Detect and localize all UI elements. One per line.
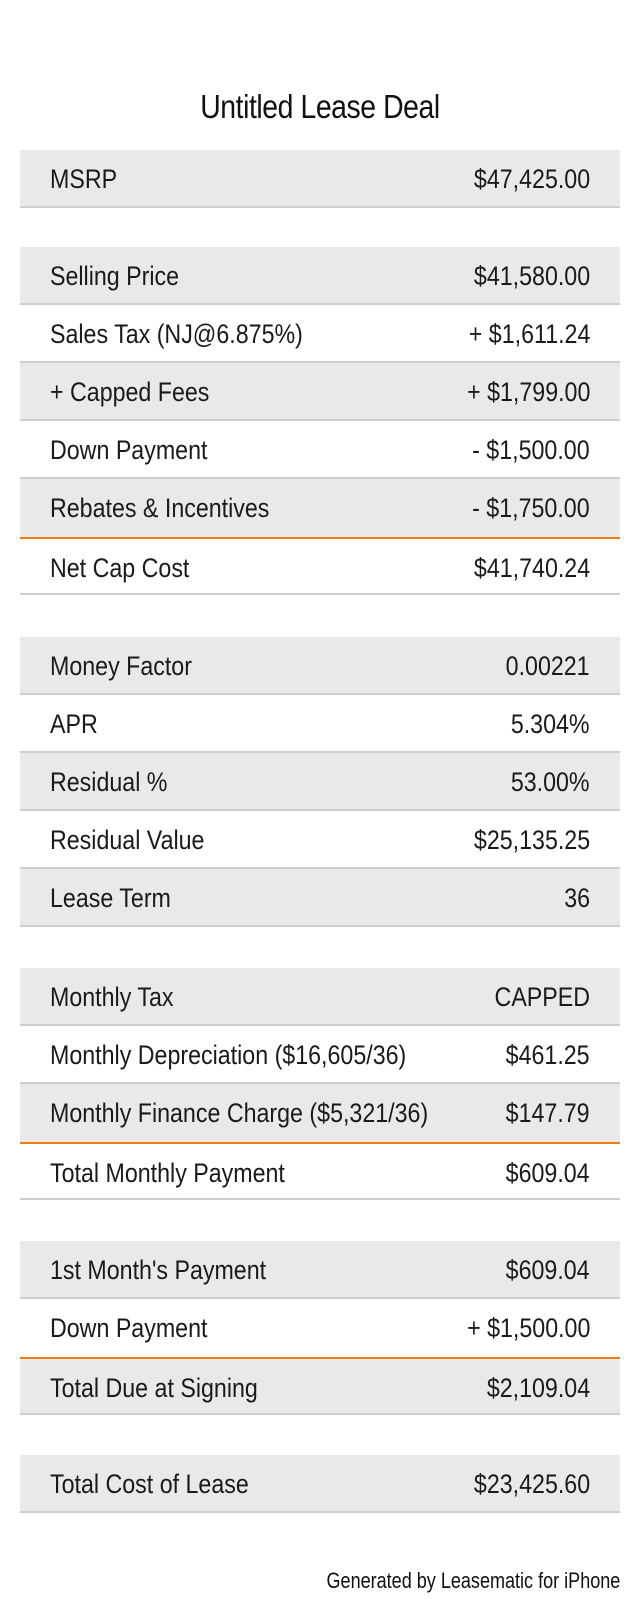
residual-value-value: $25,135.25 [473, 825, 590, 855]
net-cap-cost-label: Net Cap Cost [50, 553, 190, 583]
selling-price-row [20, 247, 620, 305]
residual-percent-row [20, 753, 620, 811]
capped-fees-label: + Capped Fees [50, 377, 210, 407]
sales-tax-value: + $1,611.24 [468, 319, 590, 349]
lease-term-row [20, 869, 620, 927]
total-due-at-signing-label: Total Due at Signing [50, 1373, 258, 1403]
total-monthly-payment-label: Total Monthly Payment [50, 1158, 285, 1188]
residual-value-row [20, 811, 620, 869]
lease-term-value: 36 [564, 883, 590, 913]
monthly-finance-charge-value: $147.79 [506, 1098, 590, 1128]
money-factor-row [20, 637, 620, 695]
lease-term-label: Lease Term [50, 883, 171, 913]
total-monthly-payment-row [20, 1142, 620, 1200]
rebates-value: - $1,750.00 [472, 493, 590, 523]
money-factor-label: Money Factor [50, 651, 192, 681]
sales-tax-row [20, 305, 620, 363]
rebates-label: Rebates & Incentives [50, 493, 270, 523]
selling-price-label: Selling Price [50, 261, 180, 291]
capped-fees-value: + $1,799.00 [466, 377, 590, 407]
sales-tax-label: Sales Tax (NJ@6.875%) [50, 319, 303, 349]
down-payment-value: - $1,500.00 [472, 435, 590, 465]
msrp-value: $47,425.00 [473, 164, 590, 194]
signing-down-payment-label: Down Payment [50, 1313, 208, 1343]
total-monthly-payment-value: $609.04 [506, 1158, 590, 1188]
footer-credit: Generated by Leasematic for iPhone [326, 1568, 620, 1593]
msrp-row [20, 150, 620, 208]
msrp-label: MSRP [50, 164, 118, 194]
monthly-depreciation-value: $461.25 [506, 1040, 590, 1070]
monthly-finance-charge-label: Monthly Finance Charge ($5,321/36) [50, 1098, 429, 1128]
monthly-tax-row [20, 968, 620, 1026]
monthly-depreciation-label: Monthly Depreciation ($16,605/36) [50, 1040, 407, 1070]
monthly-tax-label: Monthly Tax [50, 982, 174, 1012]
down-payment-row [20, 421, 620, 479]
rebates-row [20, 479, 620, 537]
net-cap-cost-value: $41,740.24 [473, 553, 590, 583]
down-payment-label: Down Payment [50, 435, 208, 465]
total-due-at-signing-row [20, 1357, 620, 1415]
apr-value: 5.304% [511, 709, 590, 739]
first-month-payment-value: $609.04 [506, 1255, 590, 1285]
selling-price-value: $41,580.00 [473, 261, 590, 291]
apr-row [20, 695, 620, 753]
total-cost-label: Total Cost of Lease [50, 1469, 249, 1499]
apr-label: APR [50, 709, 98, 739]
net-cap-cost-row [20, 537, 620, 595]
money-factor-value: 0.00221 [506, 651, 590, 681]
first-month-payment-row [20, 1241, 620, 1299]
signing-down-payment-value: + $1,500.00 [466, 1313, 590, 1343]
residual-value-label: Residual Value [50, 825, 205, 855]
total-cost-row [20, 1455, 620, 1513]
page-title: Untitled Lease Deal [200, 88, 440, 125]
capped-fees-row [20, 363, 620, 421]
monthly-finance-charge-row [20, 1084, 620, 1142]
residual-percent-label: Residual % [50, 767, 168, 797]
residual-percent-value: 53.00% [511, 767, 590, 797]
monthly-depreciation-row [20, 1026, 620, 1084]
monthly-tax-value: CAPPED [494, 982, 590, 1012]
first-month-payment-label: 1st Month's Payment [50, 1255, 267, 1285]
total-due-at-signing-value: $2,109.04 [486, 1373, 590, 1403]
total-cost-value: $23,425.60 [473, 1469, 590, 1499]
signing-down-payment-row [20, 1299, 620, 1357]
